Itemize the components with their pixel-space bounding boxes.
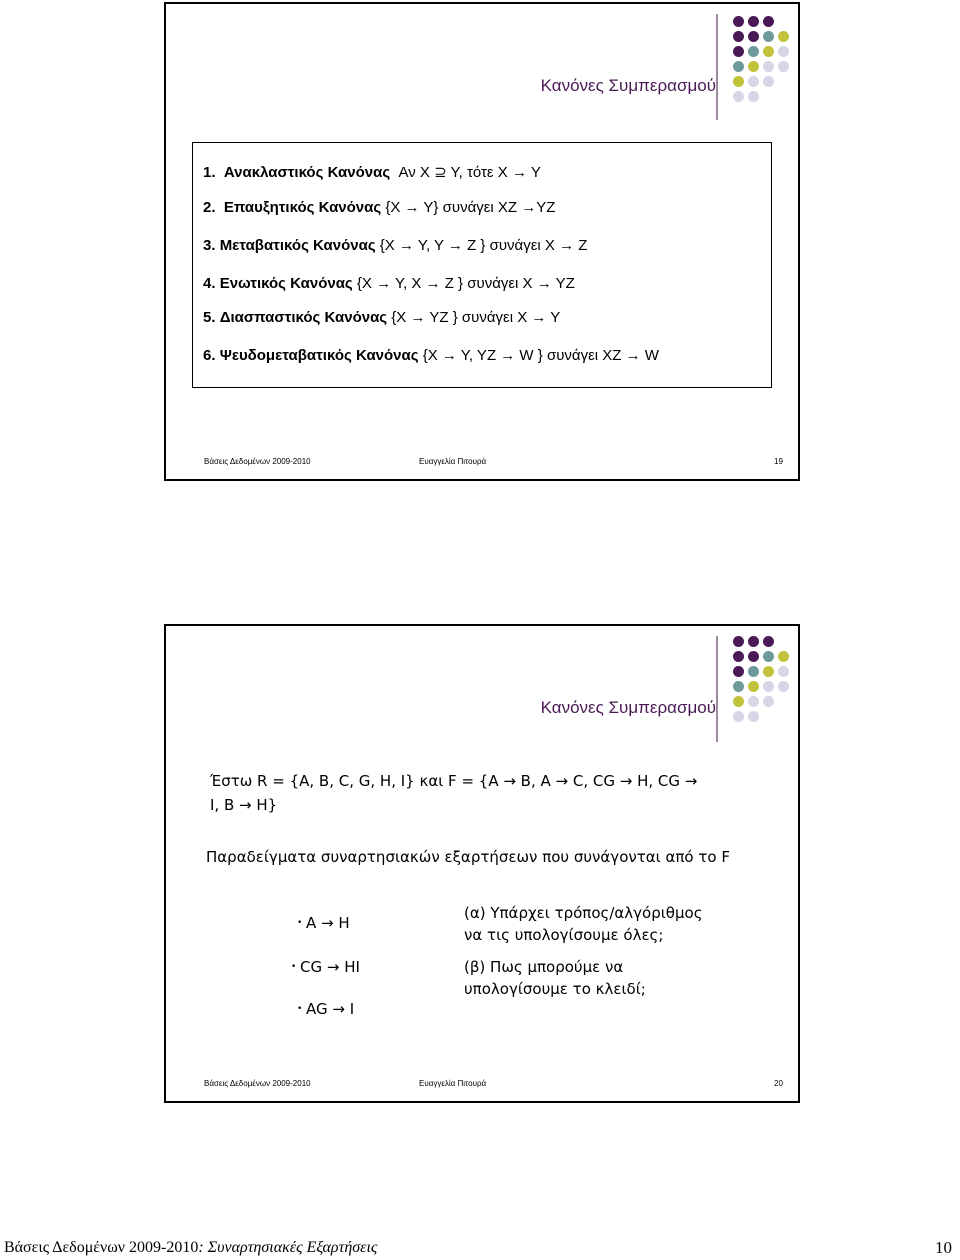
page-number: 10 <box>935 1238 952 1257</box>
slide-title: Κανόνες Συμπερασμού <box>540 698 716 717</box>
question-b-line-1: (β) Πως μπορούμε να <box>464 958 624 976</box>
rule-5: 5. Διασπαστικός Κανόνας {X → YZ } συνάγει X → Y <box>203 309 561 326</box>
slide-footer-author: Ευαγγελία Πιτουρά <box>419 1079 487 1088</box>
slide-number: 20 <box>774 1079 783 1088</box>
question-b-line-2: υπολογίσουμε το κλειδί; <box>464 980 646 998</box>
decorative-dot-grid <box>166 626 798 746</box>
slide-19 <box>164 2 800 481</box>
slide-number: 19 <box>774 457 783 466</box>
slide-20 <box>164 624 800 1103</box>
title-divider-line <box>716 14 718 120</box>
slide-footer-course: Βάσεις Δεδομένων 2009-2010 <box>204 1079 311 1088</box>
slide-footer-author: Ευαγγελία Πιτουρά <box>419 457 487 466</box>
decorative-dot-grid <box>166 4 798 124</box>
page-footer <box>4 1239 377 1257</box>
rule-4: 4. Ενωτικός Κανόνας {X → Y, X → Z } συνάγει X → YZ <box>203 275 575 292</box>
relation-definition-line-2: I, B → H} <box>210 796 278 814</box>
dependency-bullet: • AG → I <box>306 1000 354 1018</box>
slide-footer-course: Βάσεις Δεδομένων 2009-2010 <box>204 457 311 466</box>
rule-6: 6. Ψευδομεταβατικός Κανόνας {X → Y, YZ → W } συνάγει XZ → W <box>203 347 659 364</box>
inference-rules-box <box>192 142 772 388</box>
rule-1: 1. Ανακλαστικός Κανόνας Αν X ⊇ Y, τότε X → Y <box>203 164 541 181</box>
question-a-line-2: να τις υπολογίσουμε όλες; <box>464 926 664 944</box>
examples-heading: Παραδείγματα συναρτησιακών εξαρτήσεων που συνάγονται από το F <box>206 848 730 866</box>
rule-2: 2. Επαυξητικός Κανόνας {X → Y} συνάγει XZ →YZ <box>203 199 556 216</box>
dependency-bullet: • A → H <box>306 914 350 932</box>
slide-title: Κανόνες Συμπερασμού <box>540 76 716 95</box>
page-footer-topic: : Συναρτησιακές Εξαρτήσεις <box>198 1239 378 1256</box>
question-a-line-1: (α) Υπάρχει τρόπος/αλγόριθμος <box>464 904 703 922</box>
relation-definition-line-1: Έστω R = {A, B, C, G, H, I} και F = {A → B, A → C, CG → H, CG → <box>210 772 698 790</box>
title-divider-line <box>716 636 718 742</box>
dependency-bullet: • CG → HI <box>300 958 360 976</box>
rule-3: 3. Μεταβατικός Κανόνας {X → Y, Y → Z } συνάγει X → Z <box>203 237 588 254</box>
page-footer-course: Βάσεις Δεδομένων 2009-2010 <box>4 1239 199 1256</box>
